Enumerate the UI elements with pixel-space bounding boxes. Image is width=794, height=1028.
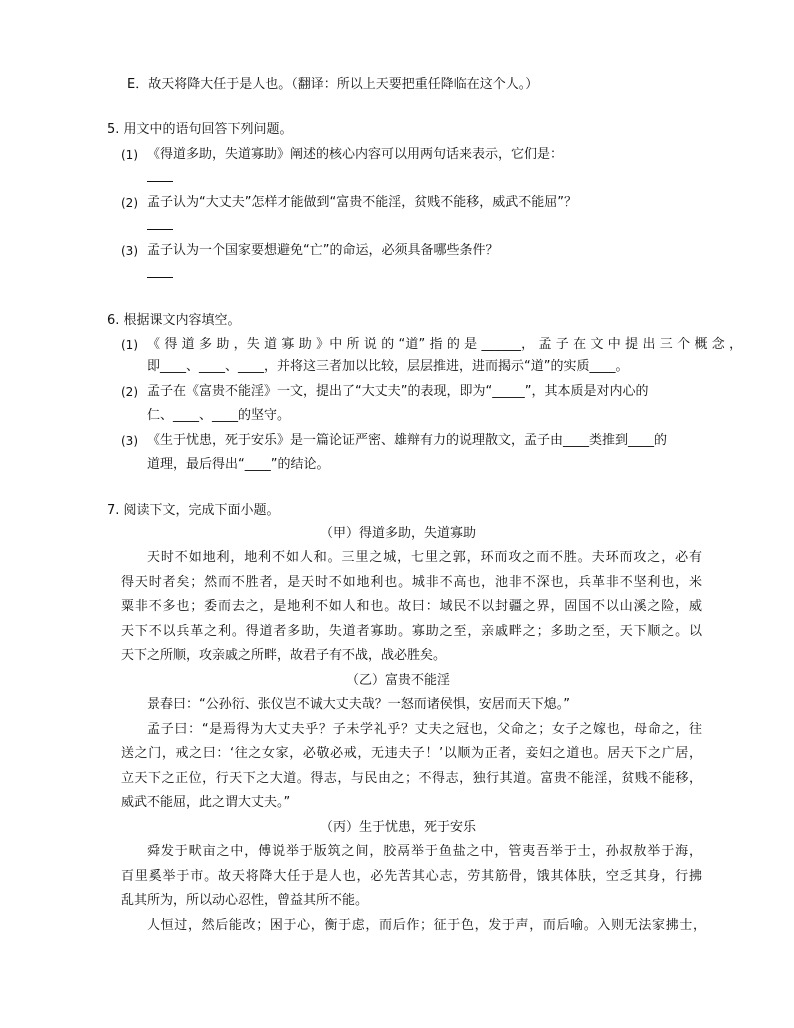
- passage-jia-line: 天下之所顺，攻亲戚之所畔，故君子有不战，战必胜矣。: [121, 648, 447, 663]
- passage-yi-line: 立天下之正位，行天下之大道。得志，与民由之；不得志，独行其道。富贵不能淫，贫贱不能移，: [121, 771, 702, 786]
- q6-item-1-num: (1): [121, 338, 138, 352]
- passage-bing-line: 舜发于畎亩之中，傅说举于版筑之间，胶鬲举于鱼盐之中，管夷吾举于士，孙叔敖举于海，: [147, 844, 702, 859]
- passage-jia-line: 天时不如地利，地利不如人和。三里之城，七里之郭，环而攻之而不胜。夫环而攻之，必有: [147, 550, 702, 565]
- passage-bing-line: 百里奚举于市。故天将降大任于是人也，必先苦其心志，劳其筋骨，饿其体肤，空乏其身，行拂: [121, 869, 702, 884]
- q5-item-1-answer-line: [147, 181, 173, 182]
- q6-item-3-line1: 《生于忧患，死于安乐》是一篇论证严密、雄辩有力的说理散文，孟子由____类推到____的: [147, 433, 668, 448]
- passage-yi-line: 威武不能屈，此之谓大丈夫。”: [121, 795, 291, 810]
- q6-item-3-line2: 道理，最后得出“____”的结论。: [147, 457, 330, 472]
- q6-item-3-num: (3): [121, 434, 138, 448]
- passage-bing-line: 乱其所为，所以动心忍性，曾益其所不能。: [121, 893, 369, 908]
- q6-item-1-line2: 即____、____、____，并将这三者加以比较，层层推进，进而揭示“道”的实质____。: [147, 359, 629, 374]
- q7-title: 7. 阅读下文，完成下面小题。: [107, 503, 280, 518]
- passage-jia-line: 得天时者矣；然而不胜者，是天时不如地利也。城非不高也，池非不深也，兵革非不坚利也，米: [121, 575, 702, 590]
- q6-item-2-num: (2): [121, 385, 138, 399]
- option-e: E．故天将降大任于是人也。（翻译：所以上天要把重任降临在这个人。）: [127, 77, 539, 92]
- passage-bing-line: 人恒过，然后能改；困于心，衡于虑，而后作；征于色，发于声，而后喻。入则无法家拂士，: [147, 918, 706, 933]
- q6-item-2-line2: 仁、____、____的坚守。: [147, 408, 291, 423]
- q5-title: 5. 用文中的语句回答下列问题。: [107, 122, 293, 137]
- q6-title: 6. 根据课文内容填空。: [107, 313, 241, 328]
- q6-item-1-line1: 《 得 道 多 助 ，失 道 寡 助 》中 所 说 的 “道” 指 的 是 ______， 孟 子 在 文 中 提 出 三 个 概 念 ，: [147, 337, 743, 352]
- q5-item-3-answer-line: [147, 277, 173, 278]
- passage-jia-line: 天下不以兵革之利。得道者多助，失道者寡助。寡助之至，亲戚畔之；多助之至，天下顺之。以: [121, 624, 702, 639]
- q5-item-3-text: 孟子认为一个国家要想避免“亡”的命运，必须具备哪些条件？: [147, 243, 499, 258]
- q5-item-2-num: (2): [121, 196, 138, 210]
- passage-jia-line: 粟非不多也；委而去之，是地利不如人和也。故曰：域民不以封疆之界，固国不以山溪之险，威: [121, 599, 702, 614]
- passage-yi-line: 景春曰：“公孙衍、张仪岂不诚大丈夫哉？一怒而诸侯惧，安居而天下熄。”: [147, 697, 570, 712]
- q5-item-1-text: 《得道多助，失道寡助》阐述的核心内容可以用两句话来表示，它们是：: [147, 147, 564, 162]
- passage-jia-title: （甲）得道多助，失道寡助: [319, 526, 476, 541]
- passage-yi-line: 送之门，戒之曰：‘往之女家，必敬必戒，无违夫子！’以顺为正者，妾妇之道也。居天下之广居，: [121, 746, 702, 761]
- q5-item-1-num: (1): [121, 148, 138, 162]
- passage-bing-title: （丙）生于忧患，死于安乐: [319, 820, 476, 835]
- q5-item-3-num: (3): [121, 244, 138, 258]
- q5-item-2-text: 孟子认为“大丈夫”怎样才能做到“富贵不能淫，贫贱不能移，威武不能屈”？: [147, 195, 577, 210]
- passage-yi-line: 孟子曰：“是焉得为大丈夫乎？子未学礼乎？丈夫之冠也，父命之；女子之嫁也，母命之，往: [147, 722, 702, 737]
- q6-item-2-line1: 孟子在《富贵不能淫》一文，提出了“大丈夫”的表现，即为“_____”，其本质是对内心的: [147, 384, 649, 399]
- q5-item-2-answer-line: [147, 229, 173, 230]
- passage-yi-title: （乙）富贵不能淫: [345, 673, 450, 688]
